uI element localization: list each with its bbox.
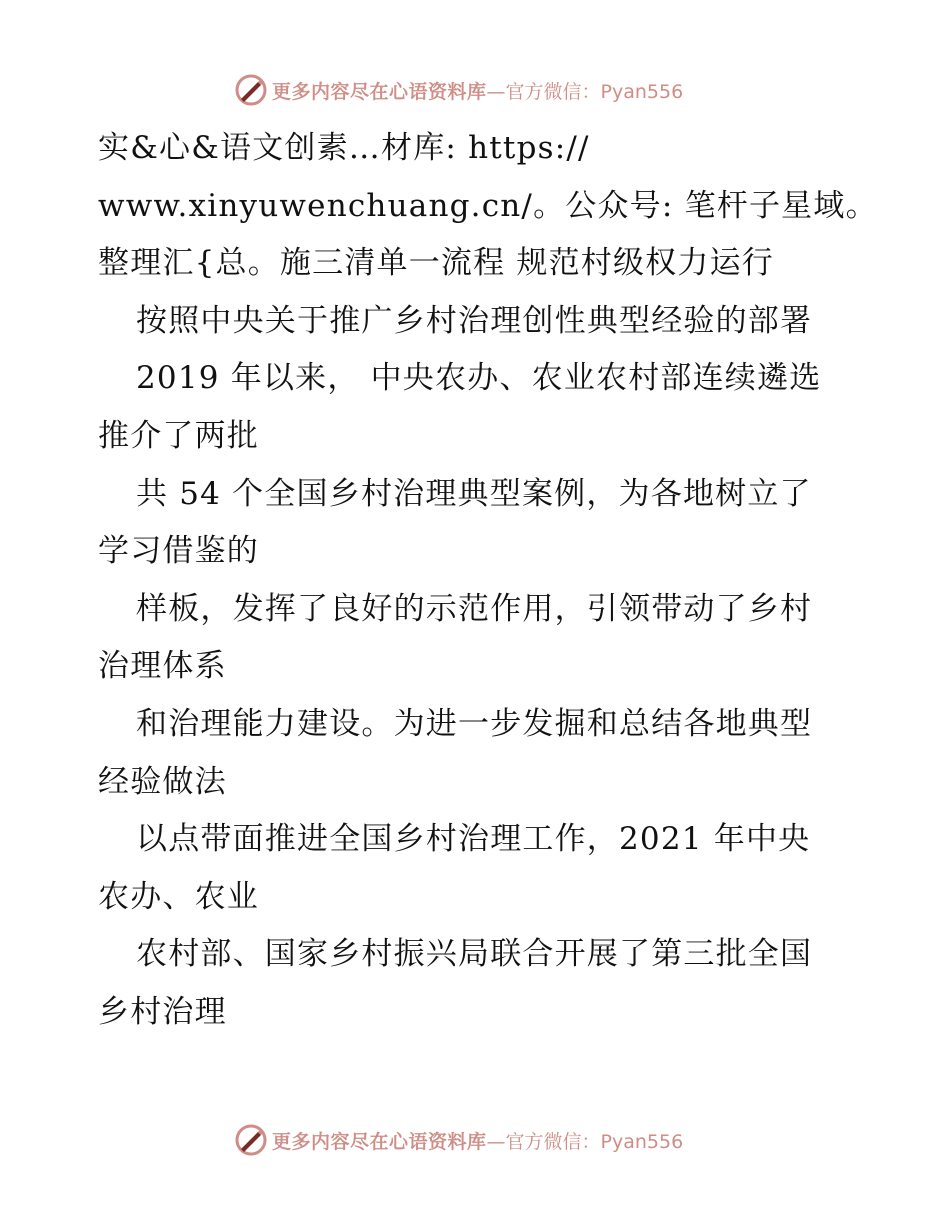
text-line: 农村部、国家乡村振兴局联合开展了第三批全国 (136, 936, 813, 973)
body-text (98, 120, 878, 1042)
text-line: 农办、农业 (98, 878, 259, 915)
text-line: www.xinyuwenchuang.cn/。公众号: 笔杆子星域。 (98, 187, 878, 224)
banner-sub-text: —官方微信：Pyan556 (486, 1130, 684, 1153)
text-line: 整理汇{总。施三清单一流程 规范村级权力运行 (98, 245, 774, 282)
text-line: 样板，发挥了良好的示范作用，引领带动了乡村 (136, 590, 813, 627)
text-line: 学习借鉴的 (98, 533, 259, 570)
pen-circle-logo-icon (234, 73, 268, 107)
text-line: 推介了两批 (98, 417, 259, 454)
text-line: 实&心&语文创素…材库: https:// (98, 130, 590, 166)
text-line: 共 54 个全国乡村治理典型案例，为各地树立了 (136, 475, 812, 512)
text-line: 按照中央关于推广乡村治理创性典型经验的部署 (136, 302, 813, 339)
pen-circle-logo-icon (234, 1123, 268, 1157)
text-line: 以点带面推进全国乡村治理工作，2021 年中央 (136, 821, 811, 858)
text-line: 2019 年以来， 中央农办、农业农村部连续遴选 (136, 360, 822, 397)
banner-main-text: 更多内容尽在心语资料库 (272, 80, 487, 103)
text-line: 乡村治理 (98, 993, 227, 1030)
text-line: 经验做法 (98, 763, 227, 800)
text-line: 和治理能力建设。为进一步发掘和总结各地典型 (136, 705, 813, 742)
text-line: 治理体系 (98, 648, 227, 685)
banner-sub-text: —官方微信：Pyan556 (486, 80, 684, 103)
footer-banner (234, 1122, 734, 1158)
banner-main-text: 更多内容尽在心语资料库 (272, 1130, 487, 1153)
header-banner (234, 72, 734, 108)
